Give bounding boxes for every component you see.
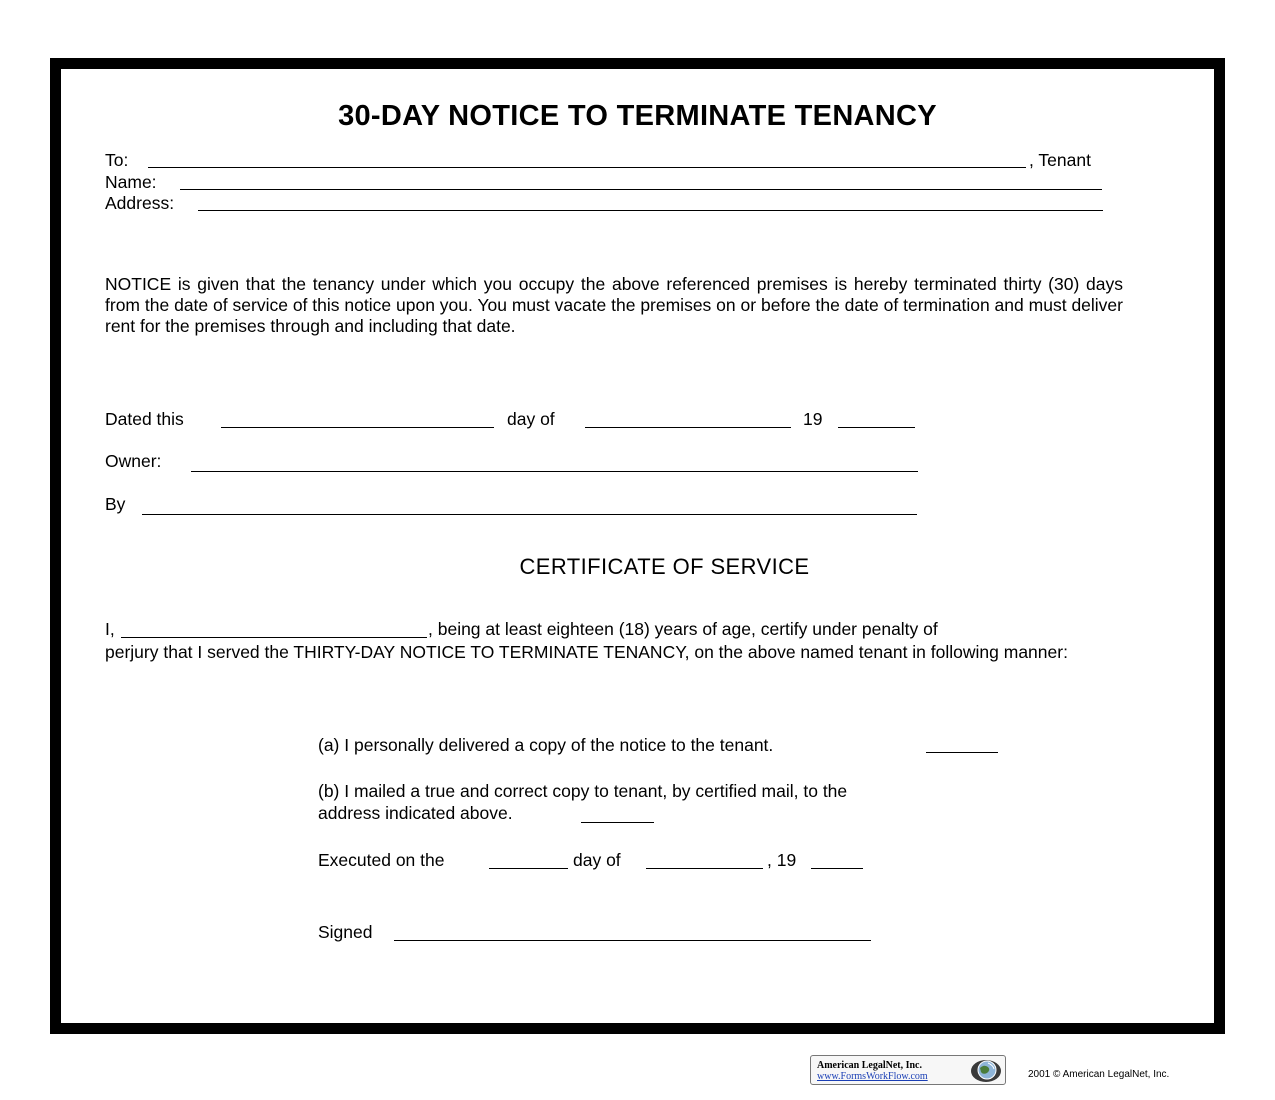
signed-label: Signed: [318, 922, 373, 942]
to-label: To:: [105, 150, 129, 170]
certificate-statement-start: , being at least eighteen (18) years of age, certify under penalty of: [428, 619, 938, 639]
name-field[interactable]: [180, 189, 1102, 190]
owner-field[interactable]: [191, 471, 918, 472]
american-legalnet-logo: [810, 1055, 1006, 1085]
executed-month-field[interactable]: [646, 868, 763, 869]
notice-paragraph: NOTICE is given that the tenancy under which you occupy the above referenced premises is hereby terminated thirty (30) days from the date of service of this notice upon you. You must vacate the premises on or before the date of termination and must deliver rent for the premises through and including that date.: [105, 274, 1123, 336]
dated-month-field[interactable]: [585, 427, 791, 428]
option-b-line1: (b) I mailed a true and correct copy to tenant, by certified mail, to the: [318, 781, 848, 801]
option-a-field[interactable]: [926, 752, 998, 753]
by-label: By: [105, 494, 126, 514]
option-b-line2: address indicated above.: [318, 803, 513, 823]
document-title: 30-DAY NOTICE TO TERMINATE TENANCY: [338, 100, 937, 132]
certificate-i-label: I,: [105, 619, 115, 639]
copyright-notice: 2001 © American LegalNet, Inc.: [1028, 1069, 1170, 1080]
globe-icon: [966, 1058, 1002, 1083]
executed-label: Executed on the: [318, 850, 445, 870]
logo-website-link[interactable]: www.FormsWorkFlow.com: [817, 1071, 928, 1082]
executed-year-field[interactable]: [811, 868, 863, 869]
dated-day-of-label: day of: [507, 409, 555, 429]
to-field[interactable]: [148, 167, 1026, 168]
by-field[interactable]: [142, 514, 917, 515]
logo-company-name: American LegalNet, Inc.: [817, 1060, 922, 1071]
certificate-statement-rest: perjury that I served the THIRTY-DAY NOTICE TO TERMINATE TENANCY, on the above named tenant in following manner:: [105, 642, 1068, 662]
dated-year-field[interactable]: [838, 427, 915, 428]
executed-day-field[interactable]: [489, 868, 568, 869]
tenant-suffix: , Tenant: [1029, 150, 1091, 170]
certificate-heading: CERTIFICATE OF SERVICE: [519, 554, 810, 579]
document-border: [50, 58, 1225, 1034]
owner-label: Owner:: [105, 451, 162, 471]
option-a-text: (a) I personally delivered a copy of the notice to the tenant.: [318, 735, 774, 755]
signature-field[interactable]: [394, 940, 871, 941]
executed-year-prefix: , 19: [767, 850, 797, 870]
option-b-field[interactable]: [581, 822, 654, 823]
dated-day-field[interactable]: [221, 427, 494, 428]
address-label: Address:: [105, 193, 175, 213]
address-field[interactable]: [198, 210, 1103, 211]
dated-this-label: Dated this: [105, 409, 184, 429]
dated-year-prefix: 19: [803, 409, 823, 429]
certifier-name-field[interactable]: [121, 637, 427, 638]
name-label: Name:: [105, 172, 157, 192]
executed-day-of-label: day of: [573, 850, 621, 870]
